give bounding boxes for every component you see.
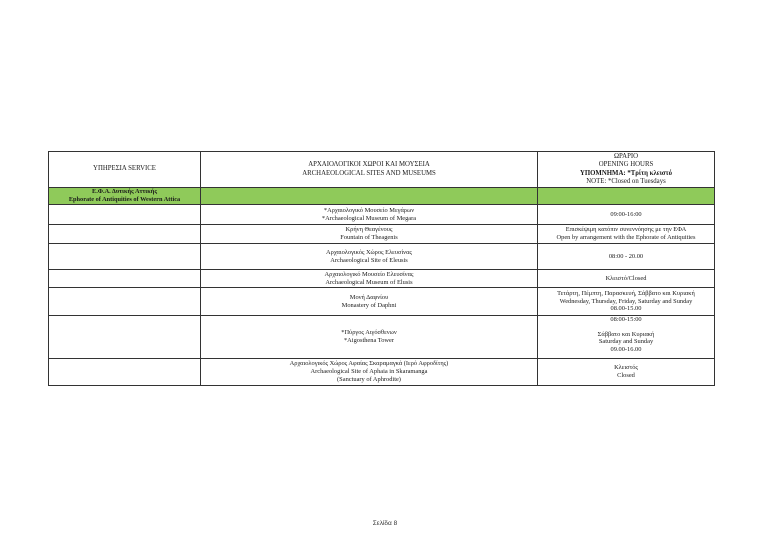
hours-header: ΩΡΑΡΙΟ OPENING HOURS ΥΠΟΜΝΗΜΑ: *Τρίτη κλειστό NOTE: *Closed on Tuesdays: [538, 152, 715, 188]
hours-cell: Τετάρτη, Πέμπτη, Παρασκευή, Σάββατο και Κυριακή Wednesday, Thursday, Friday, Saturday and Sunday 08.00-15.00: [538, 288, 715, 316]
site-cell: Αρχαιολογικό Μουσείο Ελευσίνας Archaeological Museum of Elusis: [201, 270, 538, 288]
ephorate-label: Ε.Φ.Α. Δυτικής Αττικής Ephorate of Antiquities of Western Attica: [49, 188, 201, 205]
site-cell: *Αρχαιολογικό Μουσείο Μεγάρων *Archaeological Museum of Megara: [201, 205, 538, 225]
sites-header: ΑΡΧΑΙΟΛΟΓΙΚΟΙ ΧΩΡΟΙ ΚΑΙ ΜΟΥΣΕΙΑ ARCHAEOLOGICAL SITES AND MUSEUMS: [201, 152, 538, 188]
table-row: [49, 205, 715, 225]
site-cell: Μονή Δαφνίου Monastery of Daphni: [201, 288, 538, 316]
site-cell: Αρχαιολογικός Χώρος Αφαίας Σκαραμαγκά (Ιερό Αφροδίτης) Archaeological Site of Aphaia in Skaramanga (Sanctuary of Aphrodite): [201, 359, 538, 386]
site-cell: *Πύργος Αιγόσθενων *Aigosthena Tower: [201, 316, 538, 359]
table-row: [49, 288, 715, 316]
opening-hours-table: [48, 151, 715, 386]
hours-cell: Επισκέψιμη κατόπιν συνεννόησης με την ΕΦΑ Open by arrangement with the Ephorate of Antiquities: [538, 225, 715, 244]
site-cell: Αρχαιολογικός Χώρος Ελευσίνας Archaeological Site of Eleusis: [201, 244, 538, 270]
hours-cell: 08:00 - 20.00: [538, 244, 715, 270]
table-row: [49, 225, 715, 244]
page-number: Σελίδα 8: [372, 520, 398, 527]
hours-cell: Κλειστό/Closed: [538, 270, 715, 288]
table-row: [49, 359, 715, 386]
hours-cell: 09:00-16:00: [538, 205, 715, 225]
service-header: ΥΠΗΡΕΣΙΑ SERVICE: [49, 152, 201, 188]
table-header-row: [49, 152, 715, 188]
table-row: [49, 316, 715, 359]
table-row: [49, 244, 715, 270]
hours-cell: 08:00-15:00 Σάββατο και Κυριακή Saturday and Sunday 09.00-16.00: [538, 316, 715, 359]
site-cell: Κρήνη Θεαγένους Fountain of Theagenis: [201, 225, 538, 244]
section-row-western-attica: [49, 188, 715, 205]
table-row: [49, 270, 715, 288]
hours-cell: Κλειστός Closed: [538, 359, 715, 386]
